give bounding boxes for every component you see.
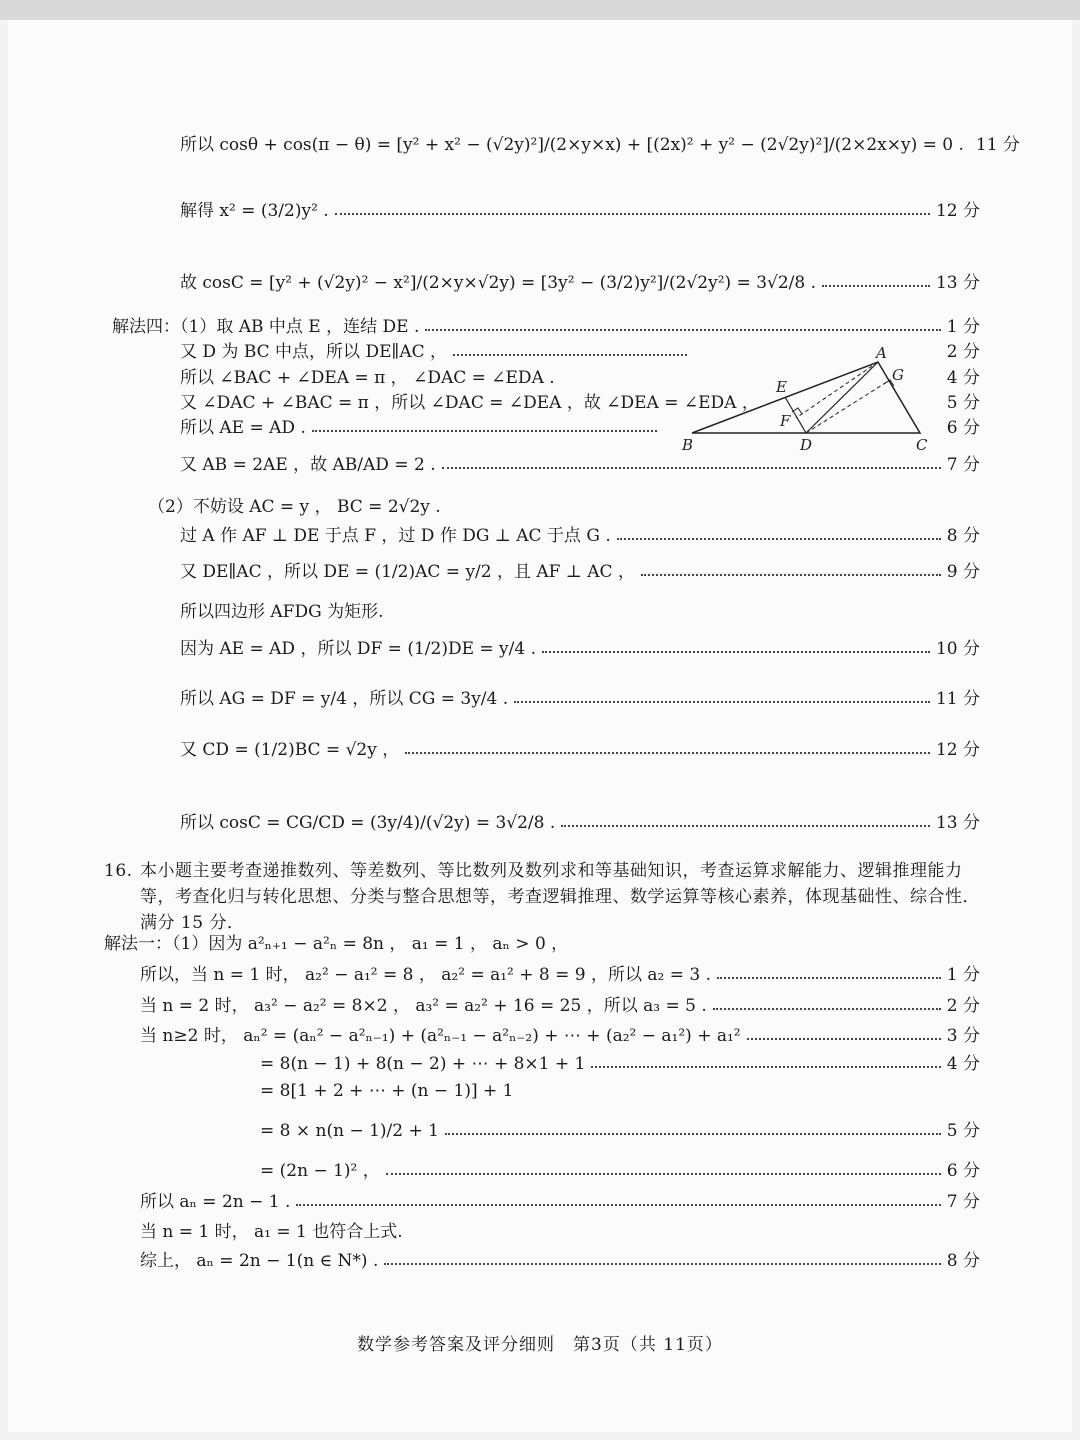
line-l1 xyxy=(180,135,1020,156)
leader-dots xyxy=(713,1008,941,1010)
line-l9 xyxy=(180,456,980,476)
line-m11 xyxy=(140,1252,980,1272)
score: 11 分 xyxy=(975,135,1020,155)
segment-dg xyxy=(806,380,890,433)
line-text: 所以四边形 AFDG 为矩形. xyxy=(180,602,384,622)
line-m3 xyxy=(140,997,980,1017)
line-text: 又 D 为 BC 中点，所以 DE∥AC ， xyxy=(180,342,448,362)
leader-dots xyxy=(641,574,941,576)
triangle-abc xyxy=(692,362,920,433)
line-text: （2）不妨设 AC = y ， BC = 2√2y . xyxy=(148,497,441,517)
line-m10 xyxy=(140,1223,980,1243)
leader-dots xyxy=(717,977,941,979)
score: 6 分 xyxy=(946,1161,980,1181)
segment-ad xyxy=(806,362,878,433)
score: 5 分 xyxy=(946,1121,980,1141)
score: 3 分 xyxy=(946,1026,980,1046)
line-l12 xyxy=(180,563,980,583)
label-c: C xyxy=(916,436,928,454)
leader-dots xyxy=(822,285,930,287)
score: 8 分 xyxy=(946,526,980,546)
line-text: 所以 cosθ + cos(π − θ) = [y² + x² − (√2y)²]/(2×y×x) + [(2x)² + y² − (2√2y)²]/(2×2x×y) = 0 . xyxy=(180,135,964,155)
score: 4 分 xyxy=(946,368,980,388)
line-text: 所以 ∠BAC + ∠DEA = π ， ∠DAC = ∠EDA . xyxy=(180,368,555,388)
score: 2 分 xyxy=(946,342,980,362)
line-l11 xyxy=(180,527,980,547)
score: 9 分 xyxy=(946,562,980,582)
score: 8 分 xyxy=(946,1251,980,1271)
leader-dots xyxy=(335,213,930,215)
leader-dots xyxy=(386,1173,941,1175)
line-text: 当 n = 2 时， a₃² − a₂² = 8×2 ， a₃² = a₂² + 16 = 25 ，所以 a₃ = 5 . xyxy=(140,996,707,1016)
leader-dots xyxy=(542,651,930,653)
leader-dots xyxy=(617,538,941,540)
score: 6 分 xyxy=(946,418,980,438)
line-l3 xyxy=(180,274,980,294)
leader-dots xyxy=(747,1038,941,1040)
leader-dots xyxy=(405,752,930,754)
top-edge xyxy=(0,0,1080,20)
leader-dots xyxy=(561,825,930,827)
score: 2 分 xyxy=(946,996,980,1016)
score: 1 分 xyxy=(946,965,980,985)
line-text: 因为 AE = AD ，所以 DF = (1/2)DE = y/4 . xyxy=(180,639,537,659)
score: 7 分 xyxy=(946,455,980,475)
leader-dots xyxy=(312,430,657,432)
line-text: 解法一：（1）因为 a²ₙ₊₁ − a²ₙ = 8n ， a₁ = 1 ， aₙ > 0 ， xyxy=(104,934,569,954)
page xyxy=(8,20,1072,1432)
line-text: 又 CD = (1/2)BC = √2y ， xyxy=(180,740,400,760)
label-a: A xyxy=(876,344,887,362)
score: 1 分 xyxy=(946,317,980,337)
line-l4 xyxy=(112,318,980,338)
segment-af xyxy=(796,362,878,418)
right-angle-f xyxy=(792,408,802,414)
leader-dots xyxy=(384,1263,940,1265)
leader-dots xyxy=(445,1133,941,1135)
line-m7 xyxy=(260,1122,980,1142)
score: 10 分 xyxy=(935,639,980,659)
line-text: 当 n≥2 时， aₙ² = (aₙ² − a²ₙ₋₁) + (a²ₙ₋₁ − a²ₙ₋₂) + ⋯ + (a₂² − a₁²) + a₁² xyxy=(140,1026,741,1046)
score: 11 分 xyxy=(935,689,980,709)
line-text: 综上， aₙ = 2n − 1(n ∈ N*) . xyxy=(140,1251,379,1271)
line-text: 又 ∠DAC + ∠BAC = π ，所以 ∠DAC = ∠DEA ，故 ∠DEA = ∠EDA ， xyxy=(180,393,759,413)
line-text: = 8 × n(n − 1)/2 + 1 xyxy=(260,1121,439,1141)
score: 13 分 xyxy=(935,813,980,833)
line-l16 xyxy=(180,741,980,761)
line-l13 xyxy=(180,603,980,623)
line-text: = 8(n − 1) + 8(n − 2) + ⋯ + 8×1 + 1 xyxy=(260,1054,586,1074)
line-text: 当 n = 1 时， a₁ = 1 也符合上式. xyxy=(140,1222,403,1242)
line-m6 xyxy=(260,1082,980,1102)
leader-dots xyxy=(296,1204,940,1206)
line-text: 所以 AE = AD . xyxy=(180,418,306,438)
score: 5 分 xyxy=(946,393,980,413)
line-text: 所以 AG = DF = y/4 ，所以 CG = 3y/4 . xyxy=(180,689,509,709)
label-g: G xyxy=(892,366,904,384)
q16-intro: 本小题主要考查递推数列、等差数列、等比数列及数列求和等基础知识，考查运算求解能力、逻辑推理能力等，考查化归与转化思想、分类与整合思想等，考查逻辑推理、数学运算等核心素养，体现基础性、综合性．满分 15 分． xyxy=(140,861,980,933)
score: 7 分 xyxy=(946,1192,980,1212)
label-b: B xyxy=(682,436,694,454)
line-text: 故 cosC = [y² + (√2y)² − x²]/(2×y×√2y) = [3y² − (3/2)y²]/(2√2y²) = 3√2/8 . xyxy=(180,273,817,293)
line-l15 xyxy=(180,690,980,710)
label-f: F xyxy=(780,412,791,430)
leader-dots xyxy=(591,1066,940,1068)
line-m2 xyxy=(140,966,980,986)
line-text: 过 A 作 AF ⊥ DE 于点 F ，过 D 作 DG ⊥ AC 于点 G . xyxy=(180,526,611,546)
line-text: 所以 cosC = CG/CD = (3y/4)/(√2y) = 3√2/8 . xyxy=(180,813,556,833)
score: 4 分 xyxy=(946,1054,980,1074)
line-text: 解得 x² = (3/2)y² . xyxy=(180,201,329,221)
line-m8 xyxy=(260,1162,980,1182)
line-m1 xyxy=(104,935,980,955)
line-text: 解法四：（1）取 AB 中点 E ，连结 DE . xyxy=(112,317,420,337)
score: 13 分 xyxy=(935,273,980,293)
label-d: D xyxy=(800,436,813,454)
score: 12 分 xyxy=(935,740,980,760)
score: 12 分 xyxy=(935,201,980,221)
line-m5 xyxy=(260,1055,980,1075)
line-text: = (2n − 1)² ， xyxy=(260,1161,380,1181)
label-e: E xyxy=(776,378,787,396)
line-m4 xyxy=(140,1027,980,1047)
leader-dots xyxy=(442,467,941,469)
line-l10 xyxy=(148,498,980,518)
leader-dots xyxy=(453,354,687,356)
triangle-figure xyxy=(680,340,940,460)
line-text: 所以，当 n = 1 时， a₂² − a₁² = 8 ， a₂² = a₁² + 8 = 9 ，所以 a₂ = 3 . xyxy=(140,965,712,985)
line-text: 所以 aₙ = 2n − 1 . xyxy=(140,1192,291,1212)
line-l17 xyxy=(180,814,980,834)
line-l2 xyxy=(180,202,980,222)
leader-dots xyxy=(514,701,930,703)
leader-dots xyxy=(425,329,940,331)
q16-number: 16. xyxy=(104,861,133,881)
line-m9 xyxy=(140,1193,980,1213)
line-text: = 8[1 + 2 + ⋯ + (n − 1)] + 1 xyxy=(260,1081,514,1101)
page-footer: 数学参考答案及评分细则 第3页（共 11页） xyxy=(357,1335,723,1355)
line-l14 xyxy=(180,640,980,660)
line-text: 又 DE∥AC ，所以 DE = (1/2)AC = y/2 ，且 AF ⊥ AC ， xyxy=(180,562,635,582)
line-text: 又 AB = 2AE ，故 AB/AD = 2 . xyxy=(180,455,436,475)
